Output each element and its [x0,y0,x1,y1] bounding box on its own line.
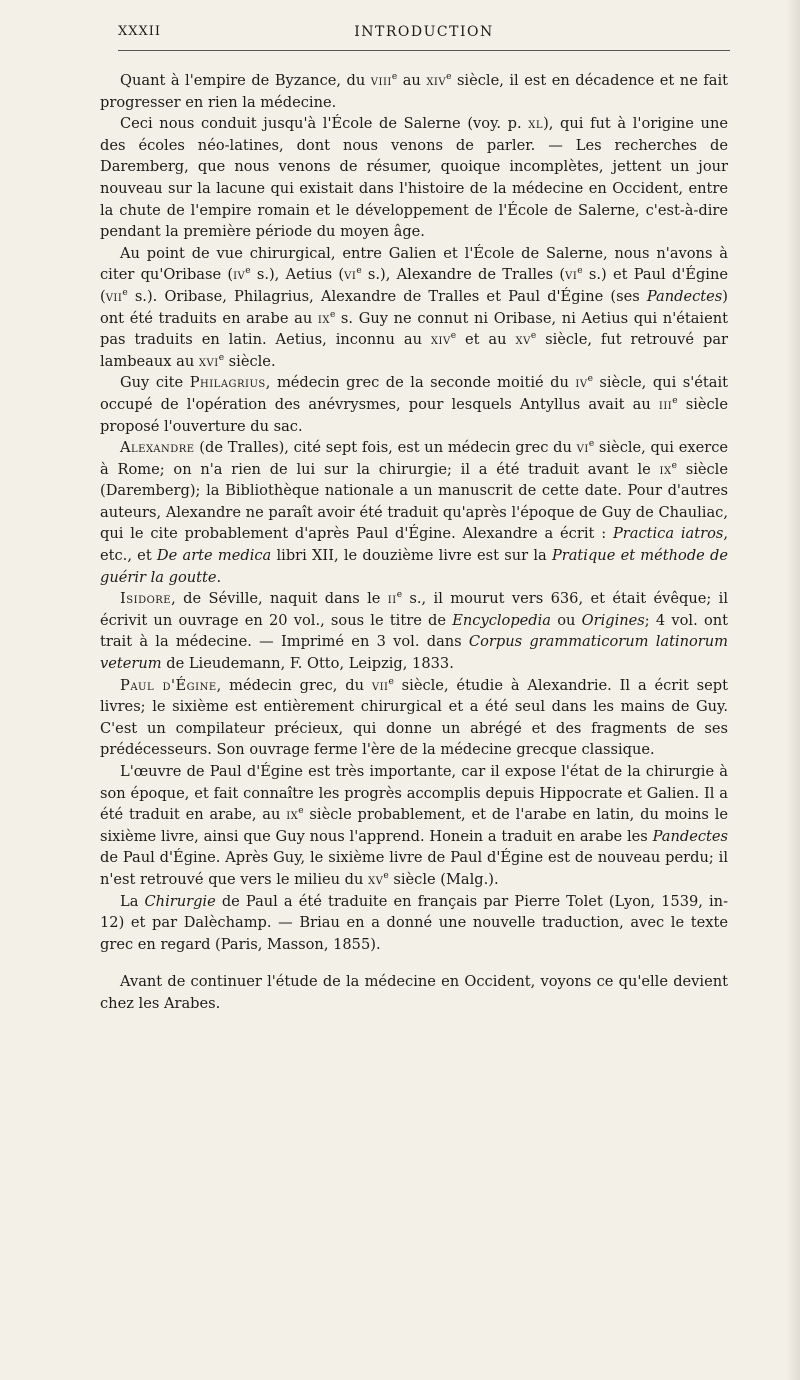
paragraph-philagrius: Guy cite Philagrius, médecin grec de la seconde moitié du $iv^e$ siècle, qui s'était occupé de l'opération des anévrysmes, pour lesquels Antyllus avait au iii$^e$ siècle proposé l'ouverture du sac. [100,374,728,435]
page-header [118,24,730,51]
paragraph-oeuvre-paul: L'œuvre de Paul d'Égine est très importante, car il expose l'état de la chirurgie à son époque, et fait connaître les progrès accomplis depuis Hippocrate et Galien. Il a été traduit en arabe, au $ix^e$ siècle probablement, et de l'arabe en latin, du moins le sixième livre, ainsi que Guy nous l'apprend. Honein a traduit en arabe les Pandectes de Paul d'Égine. Après Guy, le sixième livre de Paul d'Égine est de nouveau perdu; il n'est retrouvé que vers le milieu du $xv^e$ siècle (Malg.). [100,763,728,888]
paragraph-chirurgical: Au point de vue chirurgical, entre Galien et l'École de Salerne, nous n'avons à citer qu'Oribase ($iv^e$ s.), Aetius ($vi^e$ s.), Alexandre de Tralles ($vi^e$ s.) et Paul d'Égine (vii$^e$ s.). Oribase, Philagrius, Alexandre de Tralles et Paul d'Égine (ses Pandectes) ont été traduits en arabe au $ix^e$ s. Guy ne connut ni Oribase, ni Aetius qui n'étaient pas traduits en latin. Aetius, inconnu au xiv$^e$ et au $xv^e$ siècle, fut retrouvé par lambeaux au xvi$^e$ siècle. [100,244,728,370]
paragraph-byzance: Quant à l'empire de Byzance, du viii$^e$ au xiv$^e$ siècle, il est en décadence et ne fait progresser en rien la médecine. [100,72,728,111]
paragraph-isidore: Isidore, de Séville, naquit dans le $ii^e$ s., il mourut vers 636, et était évêque; il écrivit un ouvrage en 20 vol., sous le titre de Encyclopedia ou Origines; 4 vol. ont trait à la médecine. — Imprimé en 3 vol. dans Corpus grammaticorum latinorum veterum de Lieudemann, F. Otto, Leipzig, 1833. [100,590,729,673]
paragraph-arabes: Avant de continuer l'étude de la médecine en Occident, voyons ce qu'elle devient chez les Arabes. [100,973,728,1012]
paragraph-salerne: Ceci nous conduit jusqu'à l'École de Salerne (voy. p. xl), qui fut à l'origine une des écoles néo-latines, dont nous venons de parler. — Les recherches de Daremberg, que nous venons de résumer, quoique incomplètes, jettent un jour nouveau sur la lacune qui existait dans l'histoire de la médecine en Occident, entre la chute de l'empire romain et le développement de l'École de Salerne, c'est-à-dire pendant la première période du moyen âge. [100,115,728,241]
page-edge-shadow [786,0,800,1380]
running-head: INTRODUCTION [354,24,494,40]
paragraph-chirurgie-traduction: La Chirurgie de Paul a été traduite en français par Pierre Tolet (Lyon, 1539, in-12) et par Dalèchamp. — Briau en a donné une nouvelle traduction, avec le texte grec en regard (Paris, Masson, 1855). [100,892,729,953]
body-text [100,70,728,1015]
paragraph-paul-degine: Paul d'Égine, médecin grec, du vii$^e$ siècle, étudie à Alexandrie. Il a écrit sept livres; le sixième est entièrement chirurgical et a été seul dans les mains de Guy. C'est un compilateur précieux, qui donne un abrégé et des fragments de ses prédécesseurs. Son ouvrage ferme l'ère de la médecine grecque classique. [100,676,728,759]
paragraph-alexandre: Alexandre (de Tralles), cité sept fois, est un médecin grec du $vi^e$ siècle, qui exerce à Rome; on n'a rien de lui sur la chirurgie; il a été traduit avant le $ix^e$ siècle (Daremberg); la Bibliothèque nationale a un manuscrit de cette date. Pour d'autres auteurs, Alexandre ne paraît avoir été traduit qu'après l'époque de Guy de Chauliac, qui le cite probablement d'après Paul d'Égine. Alexandre a écrit : Practica iatros, etc., et De arte medica libri XII, le douzième livre est sur la Pratique et méthode de guérir la goutte. [100,439,729,586]
page-number: XXXII [118,24,162,39]
